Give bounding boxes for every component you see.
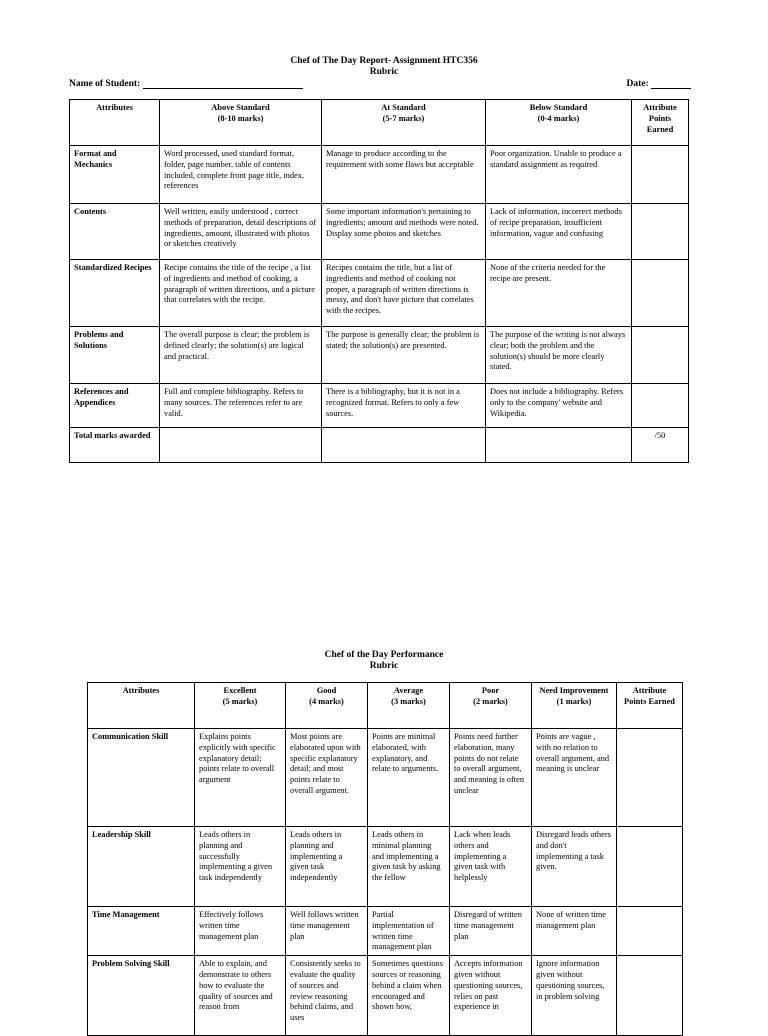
performance-header-row <box>88 683 683 729</box>
date-blank <box>651 78 691 89</box>
row-attribute: Problems and Solutions <box>70 327 160 384</box>
cell-points[interactable] <box>632 204 689 260</box>
cell-need-improvement: Points are vague , with no relation to overall argument, and meaning is unclear <box>532 729 617 827</box>
cell-points[interactable] <box>632 327 689 384</box>
cell-good: Consistently seeks to evaluate the quality of sources and review reasoning behind claims, and uses <box>286 956 368 1036</box>
cell-at-standard: Recipes contains the title, but a list of ingredients and method of cooking not proper, a paragraph of written directions is messy, and don't have picture that correlates with the recipes. <box>322 260 486 327</box>
cell-excellent: Able to explain, and demonstrate to others how to evaluate the quality of sources and reason from <box>195 956 286 1036</box>
table-row <box>88 827 683 907</box>
date-field <box>626 78 691 89</box>
header-below-standard: Below Standard (0-4 marks) <box>486 100 632 146</box>
report-rubric-table <box>69 99 689 463</box>
cell-points[interactable] <box>632 384 689 428</box>
cell-poor: Disregard of written time management plan <box>450 907 532 956</box>
row-attribute: Communication Skill <box>88 729 195 827</box>
performance-rubric-table <box>87 682 683 1036</box>
cell-below-standard: None of the criteria needed for the recipe are present. <box>486 260 632 327</box>
header-attributes: Attributes <box>88 683 195 729</box>
cell-points[interactable] <box>632 146 689 204</box>
row-attribute: Time Management <box>88 907 195 956</box>
cell-points[interactable] <box>617 907 683 956</box>
cell-below-standard <box>486 428 632 463</box>
table-row <box>70 327 689 384</box>
row-attribute: References and Appendices <box>70 384 160 428</box>
cell-at-standard: The purpose is generally clear; the problem is stated; the solution(s) are presented. <box>322 327 486 384</box>
cell-need-improvement: Ignore information given without questioning sources, in problem solving <box>532 956 617 1036</box>
table-row <box>70 384 689 428</box>
table-row <box>70 204 689 260</box>
cell-average: Points are minimal elaborated, with explanatory, and relate to arguments. <box>368 729 450 827</box>
header-need-improvement: Need Improvement (1 marks) <box>532 683 617 729</box>
header-above-standard: Above Standard (8-10 marks) <box>160 100 322 146</box>
table-row <box>88 729 683 827</box>
cell-at-standard <box>322 428 486 463</box>
cell-points[interactable] <box>617 729 683 827</box>
header-points-earned: Attribute Points Earned <box>632 100 689 146</box>
performance-title: Chef of the Day Performance <box>324 650 444 660</box>
cell-below-standard: Poor organization. Unable to produce a standard assignment as required <box>486 146 632 204</box>
student-name-field <box>69 78 303 89</box>
cell-at-standard: Manage to produce according to the requirement with some flaws but acceptable <box>322 146 486 204</box>
header-good: Good (4 marks) <box>286 683 368 729</box>
cell-above-standard: The overall purpose is clear; the problem is defined clearly; the solution(s) are logical and practical. <box>160 327 322 384</box>
row-attribute: Leadership Skill <box>88 827 195 907</box>
cell-below-standard: Lack of information, incorrect methods of recipe preparation, insufficient information, vague and confusing <box>486 204 632 260</box>
cell-above-standard: Recipe contains the title of the recipe , a list of ingredients and method of cooking, a paragraph of written directions, and a picture that correlates with the recipe. <box>160 260 322 327</box>
student-info-line <box>69 78 691 89</box>
row-attribute: Format and Mechanics <box>70 146 160 204</box>
cell-below-standard: Does not include a bibliography. Refers only to the company' website and Wikipedia. <box>486 384 632 428</box>
header-average: Average (3 marks) <box>368 683 450 729</box>
cell-at-standard: There is a bibliography, but it is not in a recognized format. Refers to only a few sources. <box>322 384 486 428</box>
performance-subtitle: Rubric <box>369 661 399 671</box>
cell-above-standard: Well written, easily understood , correct methods of preparation, detail descriptions of ingredients, amount, illustrated with photos or sketches creatively <box>160 204 322 260</box>
student-name-blank <box>143 78 303 89</box>
cell-need-improvement: Disregard leads others and don't implementing a task given. <box>532 827 617 907</box>
date-label: Date: <box>626 79 649 89</box>
total-points[interactable]: /50 <box>632 428 689 463</box>
header-poor: Poor (2 marks) <box>450 683 532 729</box>
header-excellent: Excellent (5 marks) <box>195 683 286 729</box>
cell-need-improvement: None of written time management plan <box>532 907 617 956</box>
table-row <box>70 260 689 327</box>
header-points-earned: Attribute Points Earned <box>617 683 683 729</box>
header-attributes: Attributes <box>70 100 160 146</box>
cell-average: Partial implementation of written time management plan <box>368 907 450 956</box>
cell-points[interactable] <box>632 260 689 327</box>
table-row <box>88 907 683 956</box>
cell-above-standard: Full and complete bibliography. Refers to many sources. The references refer to are valid. <box>160 384 322 428</box>
cell-good: Well follows written time management plan <box>286 907 368 956</box>
row-attribute: Standardized Recipes <box>70 260 160 327</box>
cell-poor: Lack when leads others and implementing a given task with helplessly <box>450 827 532 907</box>
cell-good: Leads others in planning and implementing a given task independently <box>286 827 368 907</box>
cell-at-standard: Some important information's pertaining to ingredients; amount and methods were noted. Display some photos and sketches <box>322 204 486 260</box>
row-attribute: Contents <box>70 204 160 260</box>
cell-average: Sometimes questions sources or reasoning behind a claim when encouraged and shown how, <box>368 956 450 1036</box>
total-row <box>70 428 689 463</box>
report-subtitle: Rubric <box>369 67 399 77</box>
cell-excellent: Effectively follows written time management plan <box>195 907 286 956</box>
cell-good: Most points are elaborated upon with specific explanatory detail; and most points relate to overall argument. <box>286 729 368 827</box>
cell-excellent: Explains points explicitly with specific explanatory detail; points relate to overall argument <box>195 729 286 827</box>
student-name-label: Name of Student: <box>69 79 141 89</box>
report-title: Chef of The Day Report- Assignment HTC356 <box>290 56 478 66</box>
cell-poor: Accepts information given without questioning sources, relies on past experience in <box>450 956 532 1036</box>
header-at-standard: At Standard (5-7 marks) <box>322 100 486 146</box>
cell-above-standard <box>160 428 322 463</box>
row-attribute: Total marks awarded <box>70 428 160 463</box>
row-attribute: Problem Solving Skill <box>88 956 195 1036</box>
cell-excellent: Leads others in planning and successfully implementing a given task independently <box>195 827 286 907</box>
cell-above-standard: Word processed, used standard format, folder, page number, table of contents included, complete front page title, index, references <box>160 146 322 204</box>
cell-below-standard: The purpose of the writing is not always clear; both the problem and the solution(s) should be more clearly stated. <box>486 327 632 384</box>
cell-poor: Points need further elaboration, many points do not relate to overall argument, and meaning is often unclear <box>450 729 532 827</box>
report-header-row <box>70 100 689 146</box>
table-row <box>70 146 689 204</box>
cell-points[interactable] <box>617 827 683 907</box>
cell-average: Leads others in minimal planning and implementing a given task by asking the fellow <box>368 827 450 907</box>
